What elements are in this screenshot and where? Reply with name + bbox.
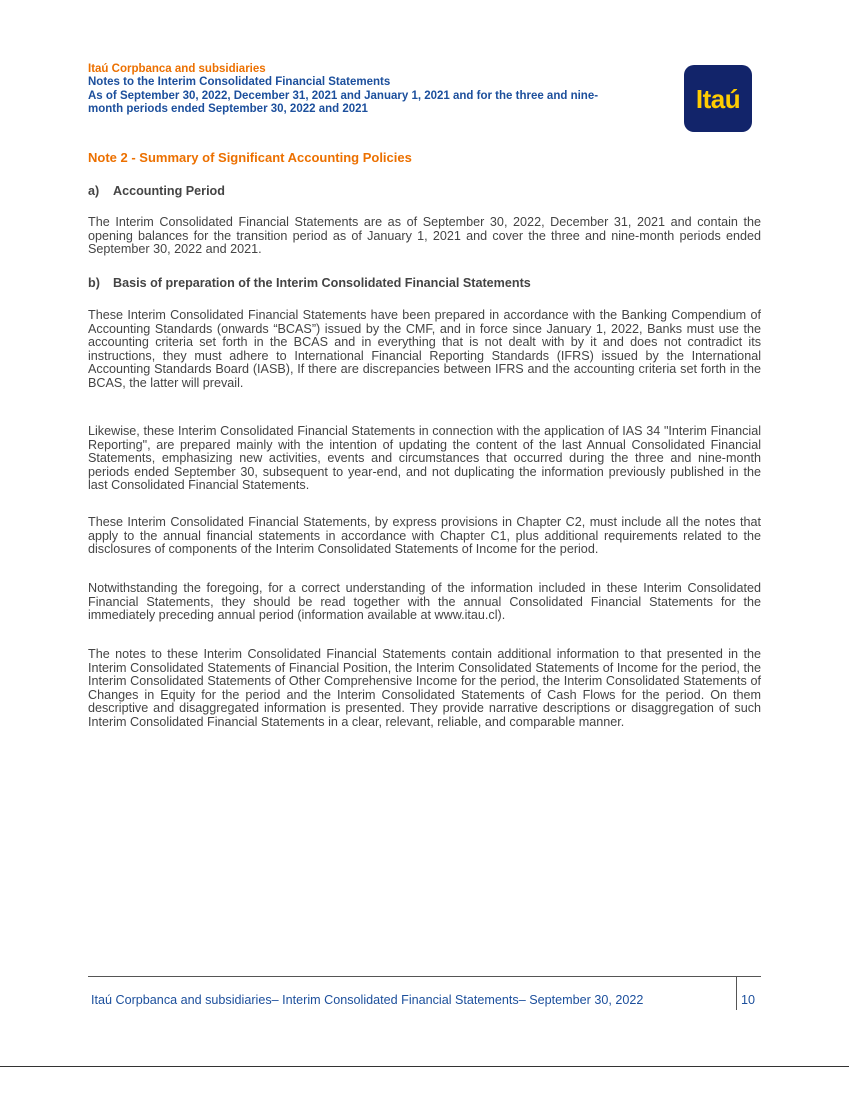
- header-period-line-1: As of September 30, 2022, December 31, 2021 and January 1, 2021 and for the three and nine-: [88, 89, 599, 102]
- section-b-paragraph-1: These Interim Consolidated Financial Statements have been prepared in accordance with the Banking Compendium of Accounting Standards (onwards “BCAS”) issued by the CMF, and in force since January 1, 2022, Banks must use the accounting criteria set forth in the BCAS and in everything that is not dealt with by it and does not contradict its instructions, they must adhere to International Financial Reporting Standards (IFRS) issued by the International Accounting Standards Board (IASB), If there are discrepancies between IFRS and the accounting criteria set forth in the BCAS, the latter will prevail.: [88, 308, 761, 390]
- page-bottom-divider: [0, 1066, 849, 1067]
- section-b-paragraph-3: These Interim Consolidated Financial Statements, by express provisions in Chapter C2, must include all the notes that apply to the annual financial statements in accordance with Chapter C1, plus additional requirements related to the disclosures of components of the Interim Consolidated Statements of Income for the period.: [88, 515, 761, 557]
- section-b-paragraph-4: Notwithstanding the foregoing, for a correct understanding of the information included in these Interim Consolidated Financial Statements, they should be read together with the annual Consolidated Financial Statements for the immediately preceding annual period (information available at www.itau.cl).: [88, 581, 761, 623]
- section-b-title: Basis of preparation of the Interim Consolidated Financial Statements: [113, 276, 531, 290]
- section-a-label: a): [88, 184, 100, 198]
- note-title: Note 2 - Summary of Significant Accounting Policies: [88, 150, 412, 165]
- header-period-line-2: month periods ended September 30, 2022 and 2021: [88, 103, 368, 116]
- footer-divider: [88, 976, 761, 977]
- section-a-title: Accounting Period: [113, 184, 225, 198]
- footer-text: Itaú Corpbanca and subsidiaries– Interim Consolidated Financial Statements– September 30, 2022: [91, 993, 644, 1007]
- section-b-heading: [88, 276, 531, 290]
- section-a-heading: [88, 184, 225, 198]
- section-b-label: b): [88, 276, 100, 290]
- header-company-name: Itaú Corpbanca and subsidiaries: [88, 63, 266, 75]
- header-document-title: Notes to the Interim Consolidated Financial Statements: [88, 76, 391, 89]
- section-b-paragraph-2: Likewise, these Interim Consolidated Financial Statements in connection with the application of IAS 34 "Interim Financial Reporting", are prepared mainly with the intention of updating the content of the last Annual Consolidated Financial Statements, emphasizing new activities, events and circumstances that occurred during the three and nine-month periods ended September 30, subsequent to year-end, and not duplicating the information previously published in the last Consolidated Financial Statements.: [88, 424, 761, 493]
- footer-vertical-divider: [736, 976, 737, 1010]
- document-header: [88, 63, 668, 117]
- page-number: 10: [741, 993, 756, 1007]
- itau-logo: [684, 65, 752, 132]
- section-b-paragraph-5: The notes to these Interim Consolidated Financial Statements contain additional information to that presented in the Interim Consolidated Statements of Financial Position, the Interim Consolidated Statements of Income for the period, the Interim Consolidated Statements of Other Comprehensive Income for the period, the Interim Consolidated Statements of Changes in Equity for the period and the Interim Consolidated Statements of Cash Flows for the period. On them descriptive and disaggregated information is presented. They provide narrative descriptions or disaggregation of such Interim Consolidated Financial Statements in a clear, relevant, reliable, and comparable manner.: [88, 647, 761, 729]
- section-a-paragraph: The Interim Consolidated Financial Statements are as of September 30, 2022, December 31, 2021 and contain the opening balances for the transition period as of January 1, 2021 and cover the three and nine-month periods ended September 30, 2022 and 2021.: [88, 215, 761, 257]
- logo-text: Itaú: [695, 84, 741, 114]
